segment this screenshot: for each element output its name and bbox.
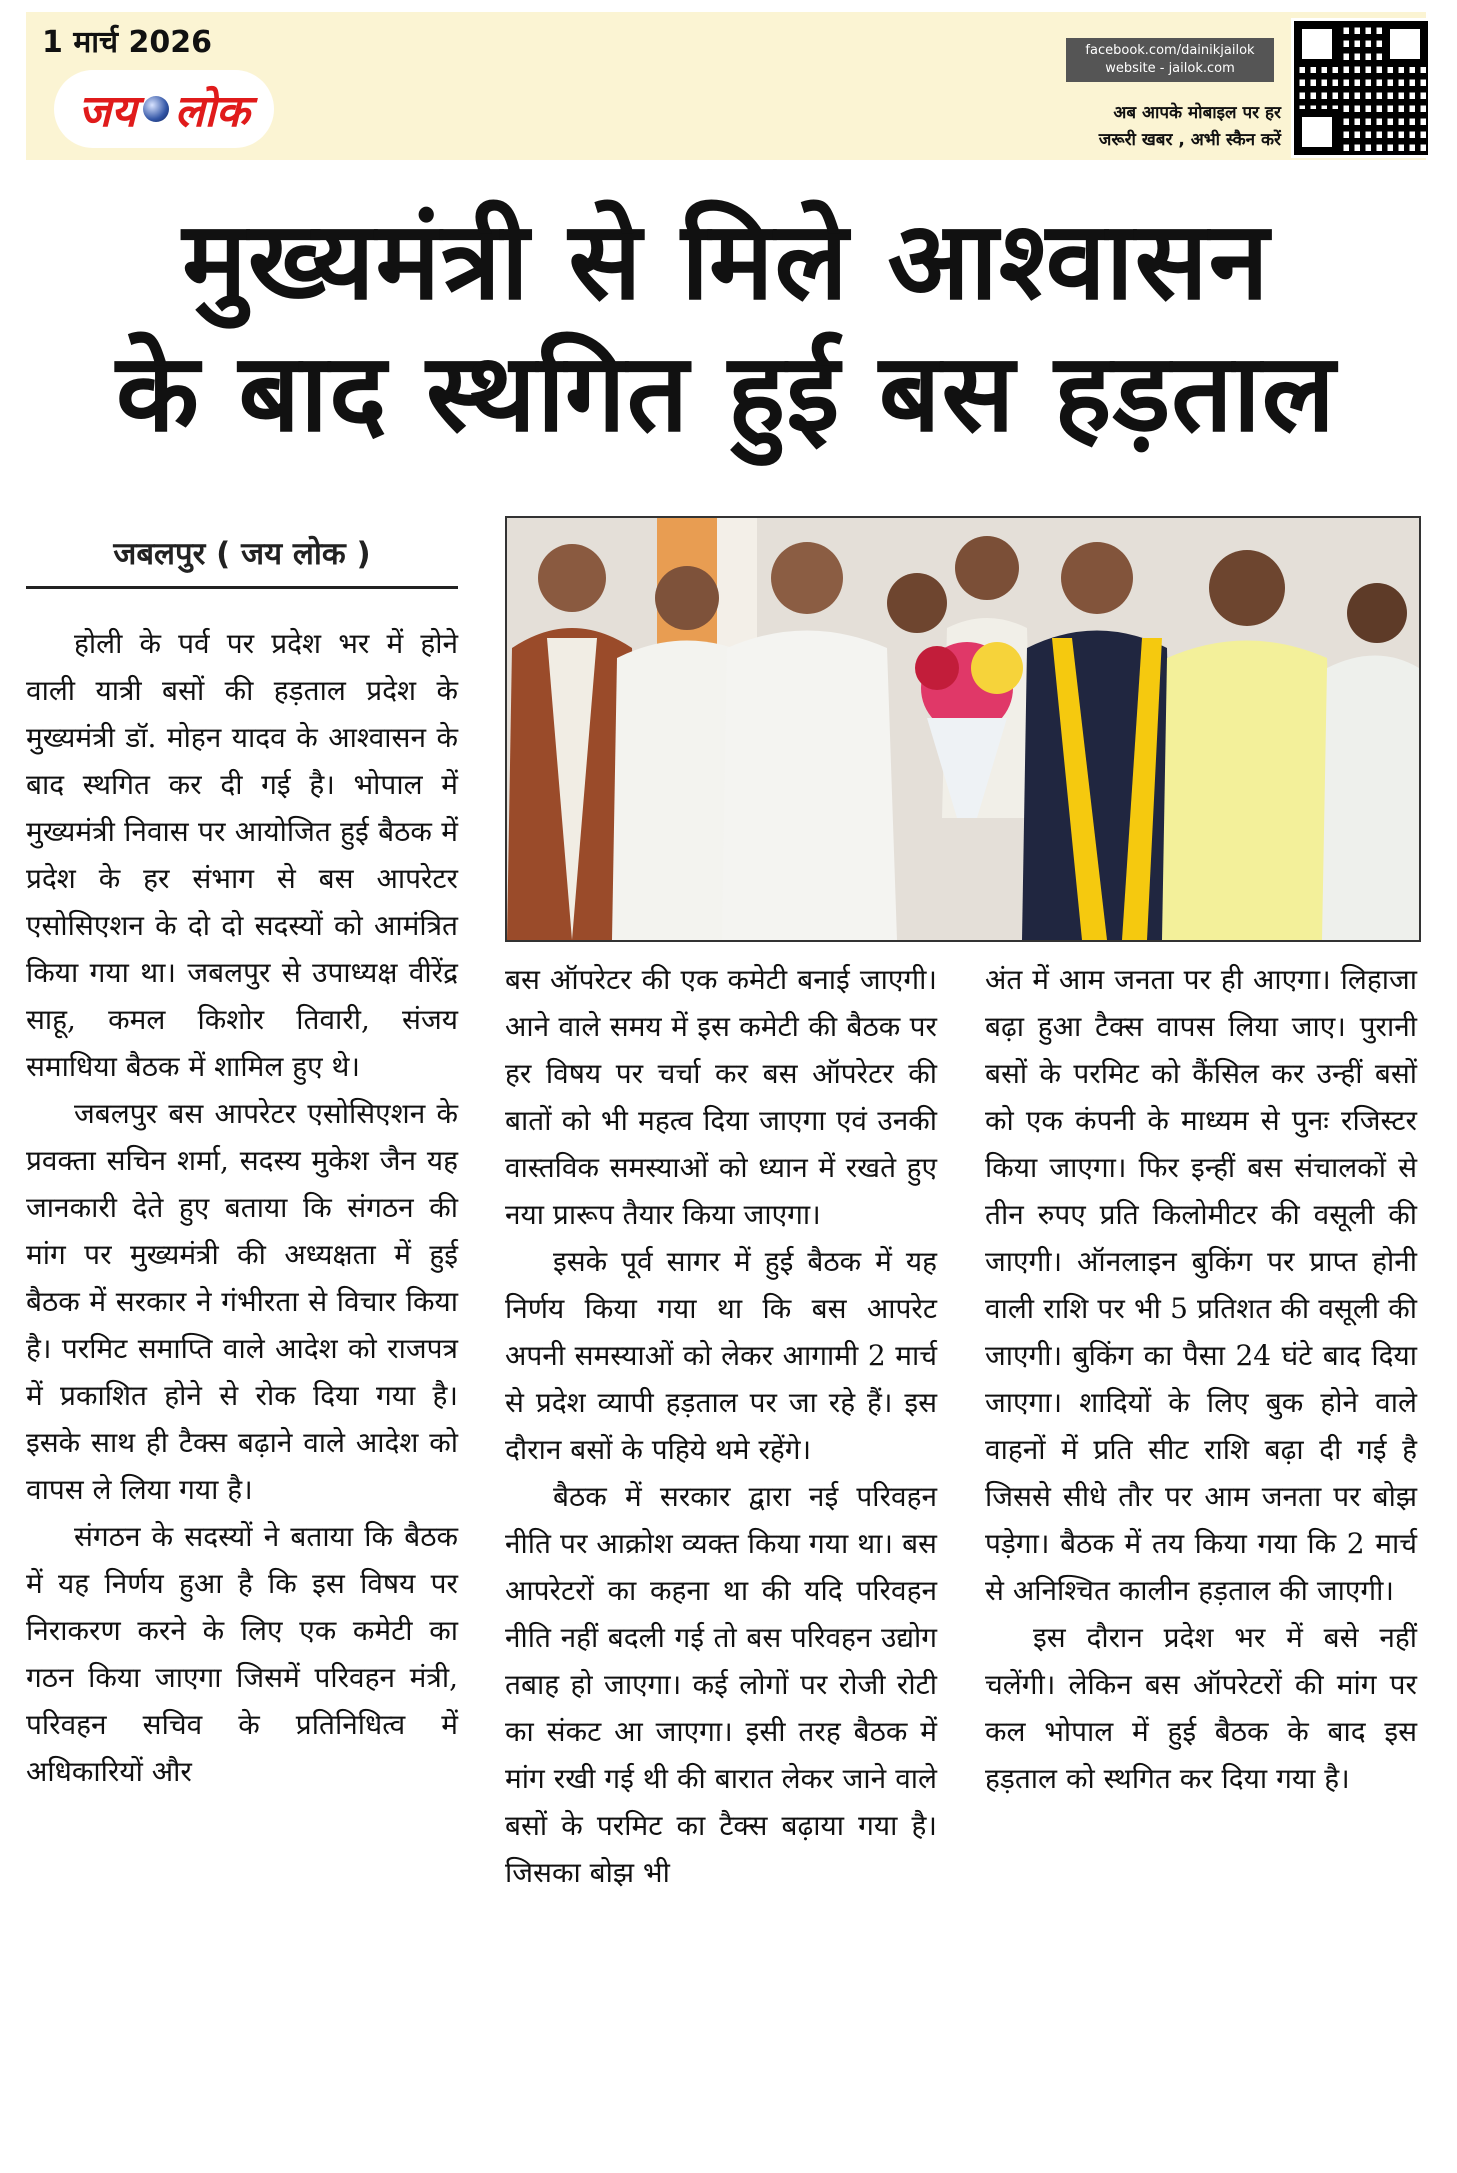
website-link[interactable]: website - jailok.com [1105, 61, 1235, 76]
article-paragraph: इसके पूर्व सागर में हुई बैठक में यह निर्णय किया गया था कि बस आपरेट अपनी समस्याओं को लेकर आगामी 2 मार्च से प्रदेश व्यापी हड़ताल पर जा रहे हैं। इस दौरान बसों के पहिये थमे रहेंगे। [505, 1245, 937, 1466]
article-column-3 [985, 956, 1417, 1802]
article-paragraph: होली के पर्व पर प्रदेश भर में होने वाली यात्री बसों की हड़ताल प्रदेश के मुख्यमंत्री डॉ. मोहन यादव के आश्वासन के बाद स्थगित कर दी गई है। भोपाल में मुख्यमंत्री निवास पर आयोजित हुई बैठक में प्रदेश के हर संभाग से बस आपरेटर एसोसिएशन के दो दो सदस्यों को आमंत्रित किया गया था। जबलपुर से उपाध्यक्ष वीरेंद्र साहू, कमल किशोर तिवारी, संजय समाधिया बैठक में शामिल हुए थे। [26, 627, 458, 1083]
masthead [26, 12, 1426, 160]
article-paragraph: बैठक में सरकार द्वारा नई परिवहन नीति पर आक्रोश व्यक्त किया गया था। बस आपरेटरों का कहना था की यदि परिवहन नीति नहीं बदली गई तो बस परिवहन उद्योग तबाह हो जाएगा। कई लोगों पर रोजी रोटी का संकट आ जाएगा। इसी तरह बैठक में मांग रखी गई थी की बारात लेकर जाने वाले बसों के परमिट का टैक्स बढ़ाया गया है। जिसका बोझ भी [505, 1480, 937, 1889]
logo-word-right: लोक [174, 86, 250, 137]
group-photo-image [507, 518, 1419, 940]
promo-line-1: अब आपके मोबाइल पर हर [1113, 103, 1281, 123]
issue-date: 1 मार्च 2026 [42, 25, 213, 60]
article-column-2 [505, 956, 937, 1896]
qr-finder-icon [1294, 109, 1340, 155]
dateline: जबलपुर ( जय लोक ) [113, 536, 371, 572]
promo-line-2: जरूरी खबर , अभी स्कैन करें [1098, 130, 1281, 150]
article-paragraph: जबलपुर बस आपरेटर एसोसिएशन के प्रवक्ता सचिन शर्मा, सदस्य मुकेश जैन यह जानकारी देते हुए बताया कि संगठन की मांग पर मुख्यमंत्री की अध्यक्षता में हुई बैठक में सरकार ने गंभीरता से विचार किया है। परमिट समाप्ति वाले आदेश को राजपत्र में प्रकाशित होने से रोक दिया गया है। इसके साथ ही टैक्स बढ़ाने वाले आदेश को वापस ले लिया गया है। [26, 1097, 458, 1506]
facebook-link[interactable]: facebook.com/dainikjailok [1085, 43, 1255, 58]
dateline-rule [26, 586, 458, 589]
newspaper-logo [54, 70, 274, 148]
qr-finder-icon [1294, 21, 1340, 67]
qr-code-icon[interactable] [1291, 18, 1431, 158]
logo-word-left: जय [78, 86, 137, 137]
article-paragraph: अंत में आम जनता पर ही आएगा। लिहाजा बढ़ा हुआ टैक्स वापस लिया जाए। पुरानी बसों के परमिट को कैंसिल कर उन्हीं बसों को एक कंपनी के माध्यम से पुनः रजिस्टर किया जाएगा। फिर इन्हीं बस संचालकों से तीन रुपए प्रति किलोमीटर की वसूली की जाएगी। ऑनलाइन बुकिंग पर प्राप्त होनी वाली राशि पर भी 5 प्रतिशत की वसूली की जाएगी। बुकिंग का पैसा 24 घंटे बाद दिया जाएगा। शादियों के लिए बुक होने वाले वाहनों में प्रति सीट राशि बढ़ा दी गई है जिससे सीधे तौर पर आम जनता पर बोझ पड़ेगा। बैठक में तय किया गया कि 2 मार्च से अनिश्चित कालीन हड़ताल की जाएगी। [985, 963, 1417, 1607]
headline-line-2: के बाद स्थगित हुई बस हड़ताल [115, 331, 1337, 456]
scan-promo [1041, 100, 1281, 154]
headline-line-1: मुख्यमंत्री से मिले आश्वासन [182, 199, 1270, 324]
globe-icon [143, 96, 169, 122]
news-photo [505, 516, 1421, 942]
article-column-1 [26, 620, 458, 1795]
article-paragraph: इस दौरान प्रदेश भर में बसे नहीं चलेंगी। लेकिन बस ऑपरेटरों की मांग पर कल भोपाल में हुई बैठक के बाद इस हड़ताल को स्थगित कर दिया गया है। [985, 1621, 1417, 1795]
qr-finder-icon [1382, 21, 1428, 67]
social-links [1066, 38, 1274, 82]
article-paragraph: बस ऑपरेटर की एक कमेटी बनाई जाएगी। आने वाले समय में इस कमेटी की बैठक पर हर विषय पर चर्चा कर बस ऑपरेटर की बातों को भी महत्व दिया जाएगा एवं उनकी वास्तविक समस्याओं को ध्यान में रखते हुए नया प्रारूप तैयार किया जाएगा। [505, 963, 937, 1231]
article-paragraph: संगठन के सदस्यों ने बताया कि बैठक में यह निर्णय हुआ है कि इस विषय पर निराकरण करने के लिए एक कमेटी का गठन किया जाएगा जिसमें परिवहन मंत्री, परिवहन सचिव के प्रतिनिधित्व में अधिकारियों और [26, 1520, 458, 1788]
headline [26, 196, 1426, 460]
